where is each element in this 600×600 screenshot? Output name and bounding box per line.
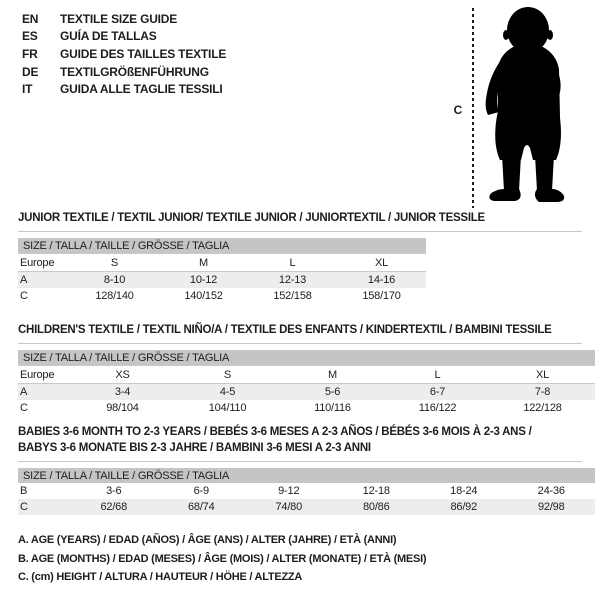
table-row-age bbox=[18, 384, 595, 401]
children-size-table bbox=[18, 350, 595, 416]
size-header: SIZE / TALLA / TAILLE / GRÖSSE / TAGLIA bbox=[18, 350, 595, 366]
size-header: SIZE / TALLA / TAILLE / GRÖSSE / TAGLIA bbox=[18, 238, 426, 254]
toddler-silhouette-icon bbox=[485, 5, 565, 205]
table-cell: L bbox=[385, 366, 490, 384]
table-cell: 5-6 bbox=[280, 384, 385, 401]
row-label: B bbox=[20, 485, 28, 497]
table-cell: 122/128 bbox=[523, 402, 562, 414]
table-row-europe bbox=[18, 254, 426, 272]
language-row-en bbox=[22, 10, 226, 28]
legend-line-b: B. AGE (MONTHS) / EDAD (MESES) / ÂGE (MOIS) / ALTER (MONATE) / ETÀ (MESI) bbox=[18, 552, 427, 565]
table-row-height bbox=[18, 499, 595, 515]
language-code: FR bbox=[22, 46, 38, 61]
table-cell: 74/80 bbox=[245, 499, 333, 515]
table-cell: XL bbox=[337, 254, 426, 272]
language-list bbox=[22, 10, 226, 98]
table-cell: 68/74 bbox=[158, 499, 246, 515]
row-label: Europe bbox=[18, 366, 70, 384]
row-label: A bbox=[18, 272, 70, 289]
guide-title-de: TEXTILGRÖßENFÜHRUNG bbox=[60, 64, 209, 79]
table-cell: 86/92 bbox=[420, 499, 508, 515]
legend-line-a: A. AGE (YEARS) / EDAD (AÑOS) / ÂGE (ANS) / ALTER (JAHRE) / ETÀ (ANNI) bbox=[18, 534, 397, 546]
table-row-age-months bbox=[18, 483, 595, 499]
row-label: C bbox=[20, 402, 28, 414]
children-section-title: CHILDREN'S TEXTILE / TEXTIL NIÑO/A / TEXTILE DES ENFANTS / KINDERTEXTIL / BAMBINI TESSILE bbox=[18, 324, 552, 336]
babies-section bbox=[18, 424, 595, 515]
table-cell: 104/110 bbox=[208, 402, 247, 414]
junior-section bbox=[18, 210, 595, 304]
legend bbox=[18, 531, 426, 587]
junior-section-title: JUNIOR TEXTILE / TEXTIL JUNIOR/ TEXTILE JUNIOR / JUNIORTEXTIL / JUNIOR TESSILE bbox=[18, 212, 485, 224]
table-cell: 110/116 bbox=[314, 402, 351, 414]
table-cell: 3-4 bbox=[70, 384, 175, 401]
table-cell: 18-24 bbox=[450, 485, 478, 497]
table-header-row bbox=[18, 468, 595, 483]
divider bbox=[18, 231, 582, 232]
table-cell: 80/86 bbox=[333, 499, 421, 515]
table-row-height bbox=[18, 288, 426, 304]
table-cell: 3-6 bbox=[106, 485, 122, 497]
table-cell: S bbox=[70, 254, 159, 272]
language-row-es bbox=[22, 28, 226, 46]
table-cell: 152/158 bbox=[273, 290, 312, 302]
height-dotted-line bbox=[472, 8, 474, 208]
guide-title-it: GUIDA ALLE TAGLIE TESSILI bbox=[60, 82, 223, 97]
language-code: DE bbox=[22, 64, 39, 79]
table-cell: L bbox=[248, 254, 337, 272]
table-cell: 14-16 bbox=[337, 272, 426, 289]
children-section bbox=[18, 322, 595, 416]
table-cell: 62/68 bbox=[70, 499, 158, 515]
junior-size-table bbox=[18, 238, 426, 304]
table-cell: M bbox=[159, 254, 248, 272]
table-cell: 98/104 bbox=[106, 402, 139, 414]
table-header-row bbox=[18, 238, 426, 254]
height-measure-label: C bbox=[453, 103, 463, 117]
row-label: A bbox=[18, 384, 70, 401]
divider bbox=[18, 461, 582, 462]
row-label: C bbox=[18, 499, 70, 515]
legend-line-c: C. (cm) HEIGHT / ALTURA / HAUTEUR / HÖHE / ALTEZZA bbox=[18, 571, 303, 583]
language-code: ES bbox=[22, 29, 38, 44]
table-cell: 10-12 bbox=[159, 272, 248, 289]
table-cell: 7-8 bbox=[490, 384, 595, 401]
table-cell: 6-9 bbox=[193, 485, 209, 497]
table-cell: 140/152 bbox=[184, 290, 223, 302]
table-cell: 12-18 bbox=[362, 485, 390, 497]
table-cell: 12-13 bbox=[248, 272, 337, 289]
guide-title-es: GUÍA DE TALLAS bbox=[60, 29, 157, 44]
table-cell: 116/122 bbox=[418, 402, 457, 414]
babies-section-title-line2: BABYS 3-6 MONATE BIS 2-3 JAHRE / BAMBINI 3-6 MESI A 2-3 ANNI bbox=[18, 442, 371, 454]
table-cell: 8-10 bbox=[70, 272, 159, 289]
table-row-age bbox=[18, 272, 426, 289]
language-row-it bbox=[22, 80, 226, 98]
guide-title-en: TEXTILE SIZE GUIDE bbox=[60, 11, 178, 26]
table-row-europe bbox=[18, 366, 595, 384]
table-row-height bbox=[18, 400, 595, 416]
table-cell: XL bbox=[490, 366, 595, 384]
table-header-row bbox=[18, 350, 595, 366]
language-code: EN bbox=[22, 11, 39, 26]
table-cell: 24-36 bbox=[537, 485, 565, 497]
table-cell: 9-12 bbox=[278, 485, 300, 497]
row-label: C bbox=[20, 290, 28, 302]
language-row-de bbox=[22, 63, 226, 81]
table-cell: M bbox=[280, 366, 385, 384]
babies-section-title-line1: BABIES 3-6 MONTH TO 2-3 YEARS / BEBÉS 3-6 MESES A 2-3 AÑOS / BÉBÉS 3-6 MOIS À 2-3 ANS / bbox=[18, 426, 532, 438]
babies-size-table bbox=[18, 468, 595, 515]
divider bbox=[18, 343, 582, 344]
table-cell: 6-7 bbox=[385, 384, 490, 401]
table-cell: S bbox=[175, 366, 280, 384]
row-label: Europe bbox=[18, 254, 70, 272]
table-cell: 158/170 bbox=[362, 290, 401, 302]
table-cell: 128/140 bbox=[95, 290, 134, 302]
language-code: IT bbox=[22, 82, 33, 97]
guide-title-fr: GUIDE DES TAILLES TEXTILE bbox=[60, 46, 227, 61]
table-cell: 4-5 bbox=[175, 384, 280, 401]
language-row-fr bbox=[22, 45, 226, 63]
table-cell: 92/98 bbox=[508, 499, 596, 515]
table-cell: XS bbox=[70, 366, 175, 384]
size-header: SIZE / TALLA / TAILLE / GRÖSSE / TAGLIA bbox=[18, 468, 595, 483]
